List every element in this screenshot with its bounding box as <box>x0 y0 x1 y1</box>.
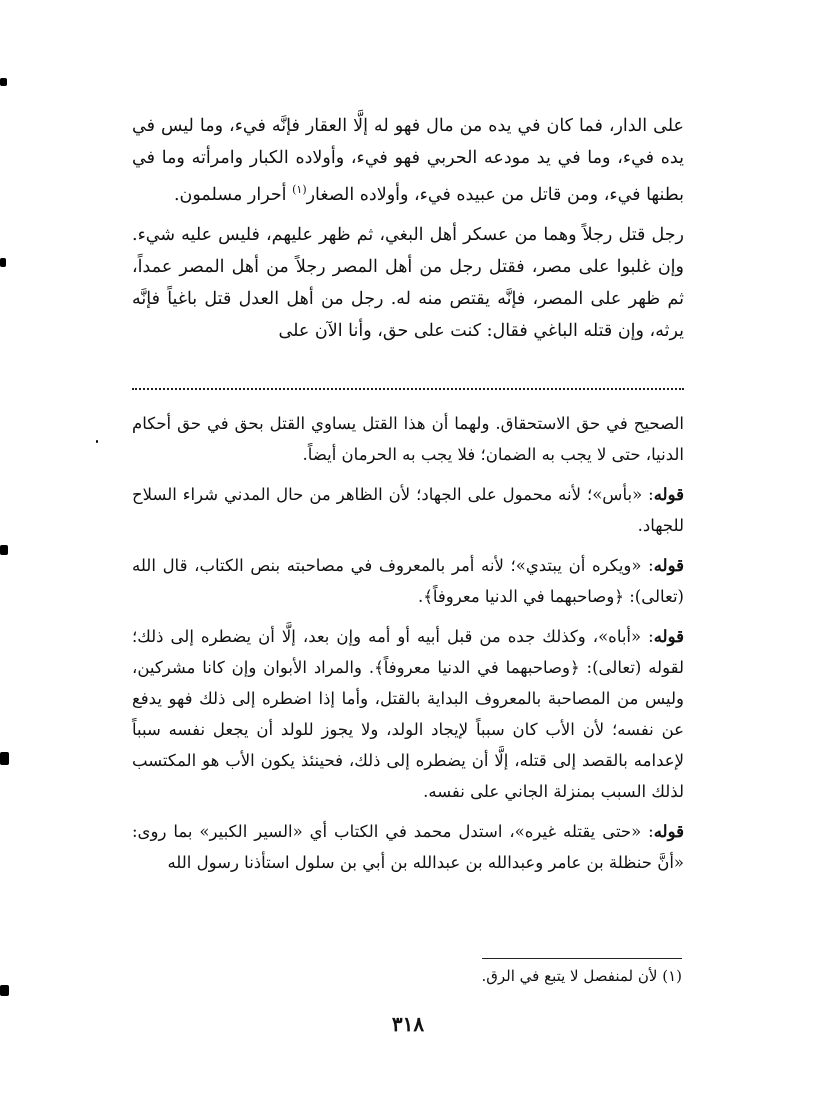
scan-speck <box>96 440 98 443</box>
commentary-paragraph-4 <box>132 621 684 807</box>
commentary-paragraph-2-text: : «بأس»؛ لأنه محمول على الجهاد؛ لأن الظاهر من حال المدني شراء السلاح للجهاد. <box>132 485 684 535</box>
commentary-label: قوله <box>653 822 684 841</box>
scan-speck <box>0 545 8 555</box>
scan-speck <box>0 258 6 267</box>
main-paragraph-1 <box>132 110 684 211</box>
commentary-paragraph-5 <box>132 816 684 878</box>
commentary-paragraph-5-text: : «حتى يقتله غيره»، استدل محمد في الكتاب أي «السير الكبير» بما روى: «أنَّ حنظلة بن عامر وعبدالله بن عبدالله بن أبي بن سلول استأذنا رسول الله <box>132 822 684 872</box>
commentary-paragraph-3-text: : «ويكره أن يبتدي»؛ لأنه أمر بالمعروف في مصاحبته بنص الكتاب، قال الله (تعالى): ﴿وصاحبهما في الدنيا معروفاً﴾. <box>132 556 684 606</box>
main-paragraph-1-text: على الدار، فما كان في يده من مال فهو له إلَّا العقار فإنَّه فيء، وما ليس في يده فيء، وما في يد مودعه الحربي فهو فيء، وأولاده الكبار وامرأته وما في بطنها فيء، ومن قاتل من عبيده فيء، وأولاده الصغار <box>132 116 684 205</box>
commentary-label: قوله <box>653 485 684 504</box>
footnote-rule <box>482 958 682 959</box>
commentary-label: قوله <box>653 556 684 575</box>
commentary-paragraph-2 <box>132 479 684 541</box>
footnote: (١) لأن لمنفصل لا يتبع في الرق. <box>481 967 682 985</box>
scan-speck <box>0 78 7 86</box>
main-text <box>132 110 684 347</box>
commentary-paragraph-4-text: : «أباه»، وكذلك جده من قبل أبيه أو أمه وإن بعد، إلَّا أن يضطره إلى ذلك؛ لقوله (تعالى): ﴿وصاحبهما في الدنيا معروفاً﴾. والمراد الأبوان وإن كانا مشركين، وليس من المصاحبة بالمعروف البداية بالقتل، وأما إذا اضطره إلى ذلك فهو يدفع عن نفسه؛ لأن الأب كان سبباً لإيجاد الولد، ولا يجوز للولد أن يجعل نفسه سبباً لإعدامه بالقصد إلى قتله، إلَّا أن يضطره إلى ذلك، فحينئذ يكون الأب هو المكتسب لذلك السبب بمنزلة الجاني على نفسه. <box>132 627 684 801</box>
scan-speck <box>0 752 9 765</box>
commentary-paragraph-1: الصحيح في حق الاستحقاق. ولهما أن هذا القتل يساوي القتل بحق في حق أحكام الدنيا، حتى لا يجب به الضمان؛ فلا يجب به الحرمان أيضاً. <box>132 414 684 464</box>
commentary <box>132 408 684 878</box>
main-paragraph-1-end: أحرار مسلمون. <box>173 184 293 205</box>
commentary-paragraph-3 <box>132 550 684 612</box>
scan-speck <box>0 985 9 996</box>
commentary-label: قوله <box>653 627 684 646</box>
footnote-ref: (١) <box>292 183 307 196</box>
page-number: ٣١٨ <box>391 1012 425 1036</box>
commentary-divider <box>132 388 684 390</box>
main-paragraph-2: رجل قتل رجلاً وهما من عسكر أهل البغي، ثم ظهر عليهم، فليس عليه شيء. وإن غلبوا على مصر، فقتل رجل من أهل المصر رجلاً من أهل المصر عمداً، ثم ظهر على المصر، فإنَّه يقتص منه له. رجل من أهل العدل قتل باغياً فإنَّه يرثه، وإن قتله الباغي فقال: كنت على حق، وأنا الآن على <box>132 224 684 341</box>
